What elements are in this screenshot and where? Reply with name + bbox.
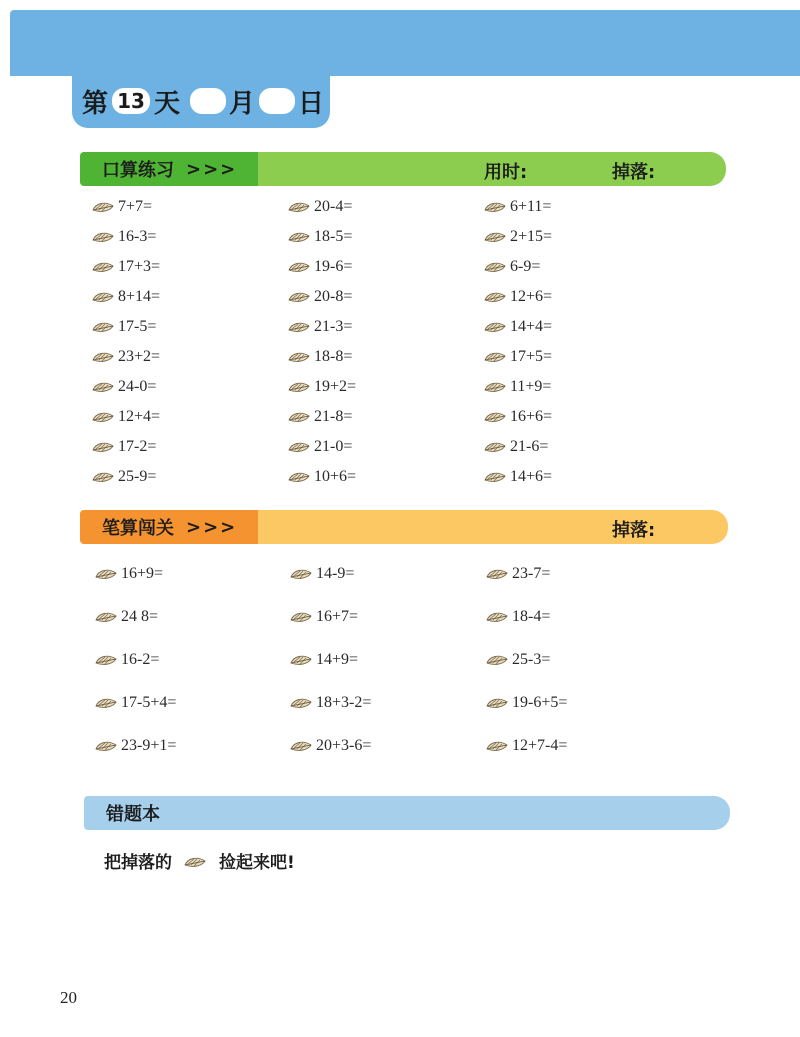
math-problem [92, 258, 160, 276]
math-problem-text: 17+3= [118, 258, 161, 275]
math-problem-text: 24-0= [118, 378, 157, 395]
seashell-icon [484, 290, 507, 304]
math-problem-text: 8+14= [118, 288, 161, 305]
seashell-icon [486, 739, 509, 753]
seashell-icon [95, 739, 118, 753]
math-problem [95, 565, 163, 583]
math-problem [288, 318, 352, 336]
math-problem-text: 18-8= [314, 348, 353, 365]
math-problem [92, 408, 160, 426]
seashell-icon [484, 230, 507, 244]
seashell-icon [486, 610, 509, 624]
seashell-icon [290, 739, 313, 753]
seashell-icon [288, 320, 311, 334]
math-problem [288, 438, 352, 456]
math-problem-text: 6+11= [510, 198, 552, 215]
seashell-icon [484, 350, 507, 364]
seashell-icon [288, 410, 311, 424]
math-problem-text: 21-6= [510, 438, 549, 455]
math-problem-text: 23-7= [512, 565, 551, 582]
math-problem-text: 14+9= [316, 651, 359, 668]
seashell-icon [484, 440, 507, 454]
math-problem-text: 17+5= [510, 348, 553, 365]
seashell-icon [92, 410, 115, 424]
seashell-icon [484, 410, 507, 424]
seashell-icon [92, 440, 115, 454]
seashell-icon [288, 290, 311, 304]
seashell-icon [290, 567, 313, 581]
math-problem-text: 7+7= [118, 198, 153, 215]
seashell-icon [288, 350, 311, 364]
math-problem-text: 14+6= [510, 468, 553, 485]
written-practice-info [258, 510, 728, 544]
math-problem-text: 17-2= [118, 438, 157, 455]
math-problem [484, 468, 552, 486]
seashell-icon [92, 230, 115, 244]
math-problem [484, 348, 552, 366]
math-problem [484, 438, 548, 456]
math-problem-text: 14+4= [510, 318, 553, 335]
time-used-label: 用时: [484, 162, 528, 183]
seashell-icon [92, 380, 115, 394]
math-problem [484, 408, 552, 426]
math-problem [92, 198, 152, 216]
math-problem [484, 228, 552, 246]
math-problem-text: 23+2= [118, 348, 161, 365]
seashell-icon [484, 470, 507, 484]
math-problem-text: 18-4= [512, 608, 551, 625]
math-problem-text: 18+3-2= [316, 694, 372, 711]
oral-practice-arrows: >>> [186, 158, 238, 180]
math-problem [290, 608, 358, 626]
math-problem [95, 737, 176, 755]
seashell-icon [288, 260, 311, 274]
math-problem [92, 438, 156, 456]
seashell-icon [95, 567, 118, 581]
math-problem [484, 288, 552, 306]
math-problem-text: 12+7-4= [512, 737, 568, 754]
seashell-icon [290, 610, 313, 624]
seashell-icon [288, 470, 311, 484]
math-problem-text: 12+6= [510, 288, 553, 305]
header-band [10, 10, 800, 76]
day-prefix: 第 [82, 88, 109, 119]
math-problem-text: 17-5= [118, 318, 157, 335]
math-problem [288, 378, 356, 396]
day-number: 13 [112, 88, 150, 114]
seashell-icon [288, 200, 311, 214]
math-problem-text: 18-5= [314, 228, 353, 245]
math-problem-text: 24 8= [121, 608, 159, 625]
day-label: 日 [298, 88, 325, 119]
page-number: 20 [60, 988, 77, 1007]
written-practice-arrows: >>> [186, 516, 238, 538]
math-problem-text: 14-9= [316, 565, 355, 582]
math-problem [288, 348, 352, 366]
math-problem-text: 20+3-6= [316, 737, 372, 754]
month-blank [190, 88, 226, 114]
math-problem [290, 737, 371, 755]
seashell-icon [288, 440, 311, 454]
math-problem-text: 12+4= [118, 408, 161, 425]
seashell-icon [95, 696, 118, 710]
day-suffix: 天 [154, 88, 181, 119]
seashell-icon [92, 350, 115, 364]
seashell-icon [288, 230, 311, 244]
math-problem-text: 17-5+4= [121, 694, 177, 711]
seashell-icon [484, 320, 507, 334]
math-problem-text: 20-4= [314, 198, 353, 215]
collect-prefix: 把掉落的 [104, 853, 172, 873]
math-problem [486, 608, 550, 626]
seashell-icon [95, 610, 118, 624]
oral-practice-bar [80, 152, 726, 186]
math-problem-text: 16+7= [316, 608, 359, 625]
day-header [72, 74, 330, 128]
math-problem [92, 228, 156, 246]
math-problem [92, 378, 156, 396]
math-problem [486, 737, 567, 755]
seashell-icon [486, 696, 509, 710]
math-problem [288, 198, 352, 216]
written-practice-title: 笔算闯关 [102, 518, 174, 539]
math-problem [486, 694, 567, 712]
math-problem-text: 2+15= [510, 228, 553, 245]
seashell-icon [92, 290, 115, 304]
math-problem-text: 25-9= [118, 468, 157, 485]
seashell-icon [288, 380, 311, 394]
seashell-icon [95, 653, 118, 667]
math-problem [288, 288, 352, 306]
math-problem [288, 258, 352, 276]
math-problem [290, 694, 371, 712]
math-problem [288, 468, 356, 486]
math-problem [95, 651, 159, 669]
written-dropped-label: 掉落: [612, 520, 656, 541]
math-problem [92, 468, 156, 486]
collect-suffix: 捡起来吧! [219, 853, 295, 873]
math-problem-text: 16+6= [510, 408, 553, 425]
error-notebook-bar [84, 796, 730, 830]
seashell-icon [486, 567, 509, 581]
seashell-icon [92, 260, 115, 274]
math-problem [95, 694, 176, 712]
math-problem-text: 23-9+1= [121, 737, 177, 754]
day-blank [259, 88, 295, 114]
seashell-icon [92, 320, 115, 334]
written-practice-title-block [80, 510, 258, 544]
math-problem [484, 318, 552, 336]
math-problem-text: 11+9= [510, 378, 552, 395]
seashell-icon [290, 653, 313, 667]
math-problem [484, 378, 551, 396]
math-problem [288, 408, 352, 426]
seashell-icon [484, 380, 507, 394]
math-problem-text: 16-3= [118, 228, 157, 245]
math-problem-text: 19-6= [314, 258, 353, 275]
math-problem [92, 288, 160, 306]
math-problem-text: 21-8= [314, 408, 353, 425]
math-problem [290, 651, 358, 669]
math-problem [484, 198, 551, 216]
seashell-icon [290, 696, 313, 710]
math-problem [486, 651, 550, 669]
error-notebook-title: 错题本 [106, 804, 160, 825]
oral-practice-title-block [80, 152, 258, 186]
math-problem [290, 565, 354, 583]
math-problem-text: 19+2= [314, 378, 357, 395]
math-problem-text: 16+9= [121, 565, 164, 582]
math-problem-text: 19-6+5= [512, 694, 568, 711]
math-problem [95, 608, 158, 626]
oral-practice-title: 口算练习 [102, 160, 174, 181]
seashell-icon [484, 260, 507, 274]
math-problem-text: 6-9= [510, 258, 541, 275]
oral-dropped-label: 掉落: [612, 162, 656, 183]
collect-instruction [104, 848, 295, 873]
seashell-icon [92, 200, 115, 214]
math-problem [92, 348, 160, 366]
written-practice-bar [80, 510, 728, 544]
oral-practice-info [258, 152, 726, 186]
math-problem-text: 21-3= [314, 318, 353, 335]
math-problem-text: 25-3= [512, 651, 551, 668]
math-problem [288, 228, 352, 246]
math-problem [92, 318, 156, 336]
seashell-icon [486, 653, 509, 667]
seashell-icon [92, 470, 115, 484]
math-problem-text: 16-2= [121, 651, 160, 668]
error-notebook-title-block [84, 796, 160, 830]
seashell-icon [184, 854, 207, 868]
math-problem [486, 565, 550, 583]
month-label: 月 [229, 88, 256, 119]
math-problem-text: 21-0= [314, 438, 353, 455]
seashell-icon [484, 200, 507, 214]
math-problem-text: 10+6= [314, 468, 357, 485]
math-problem-text: 20-8= [314, 288, 353, 305]
math-problem [484, 258, 540, 276]
